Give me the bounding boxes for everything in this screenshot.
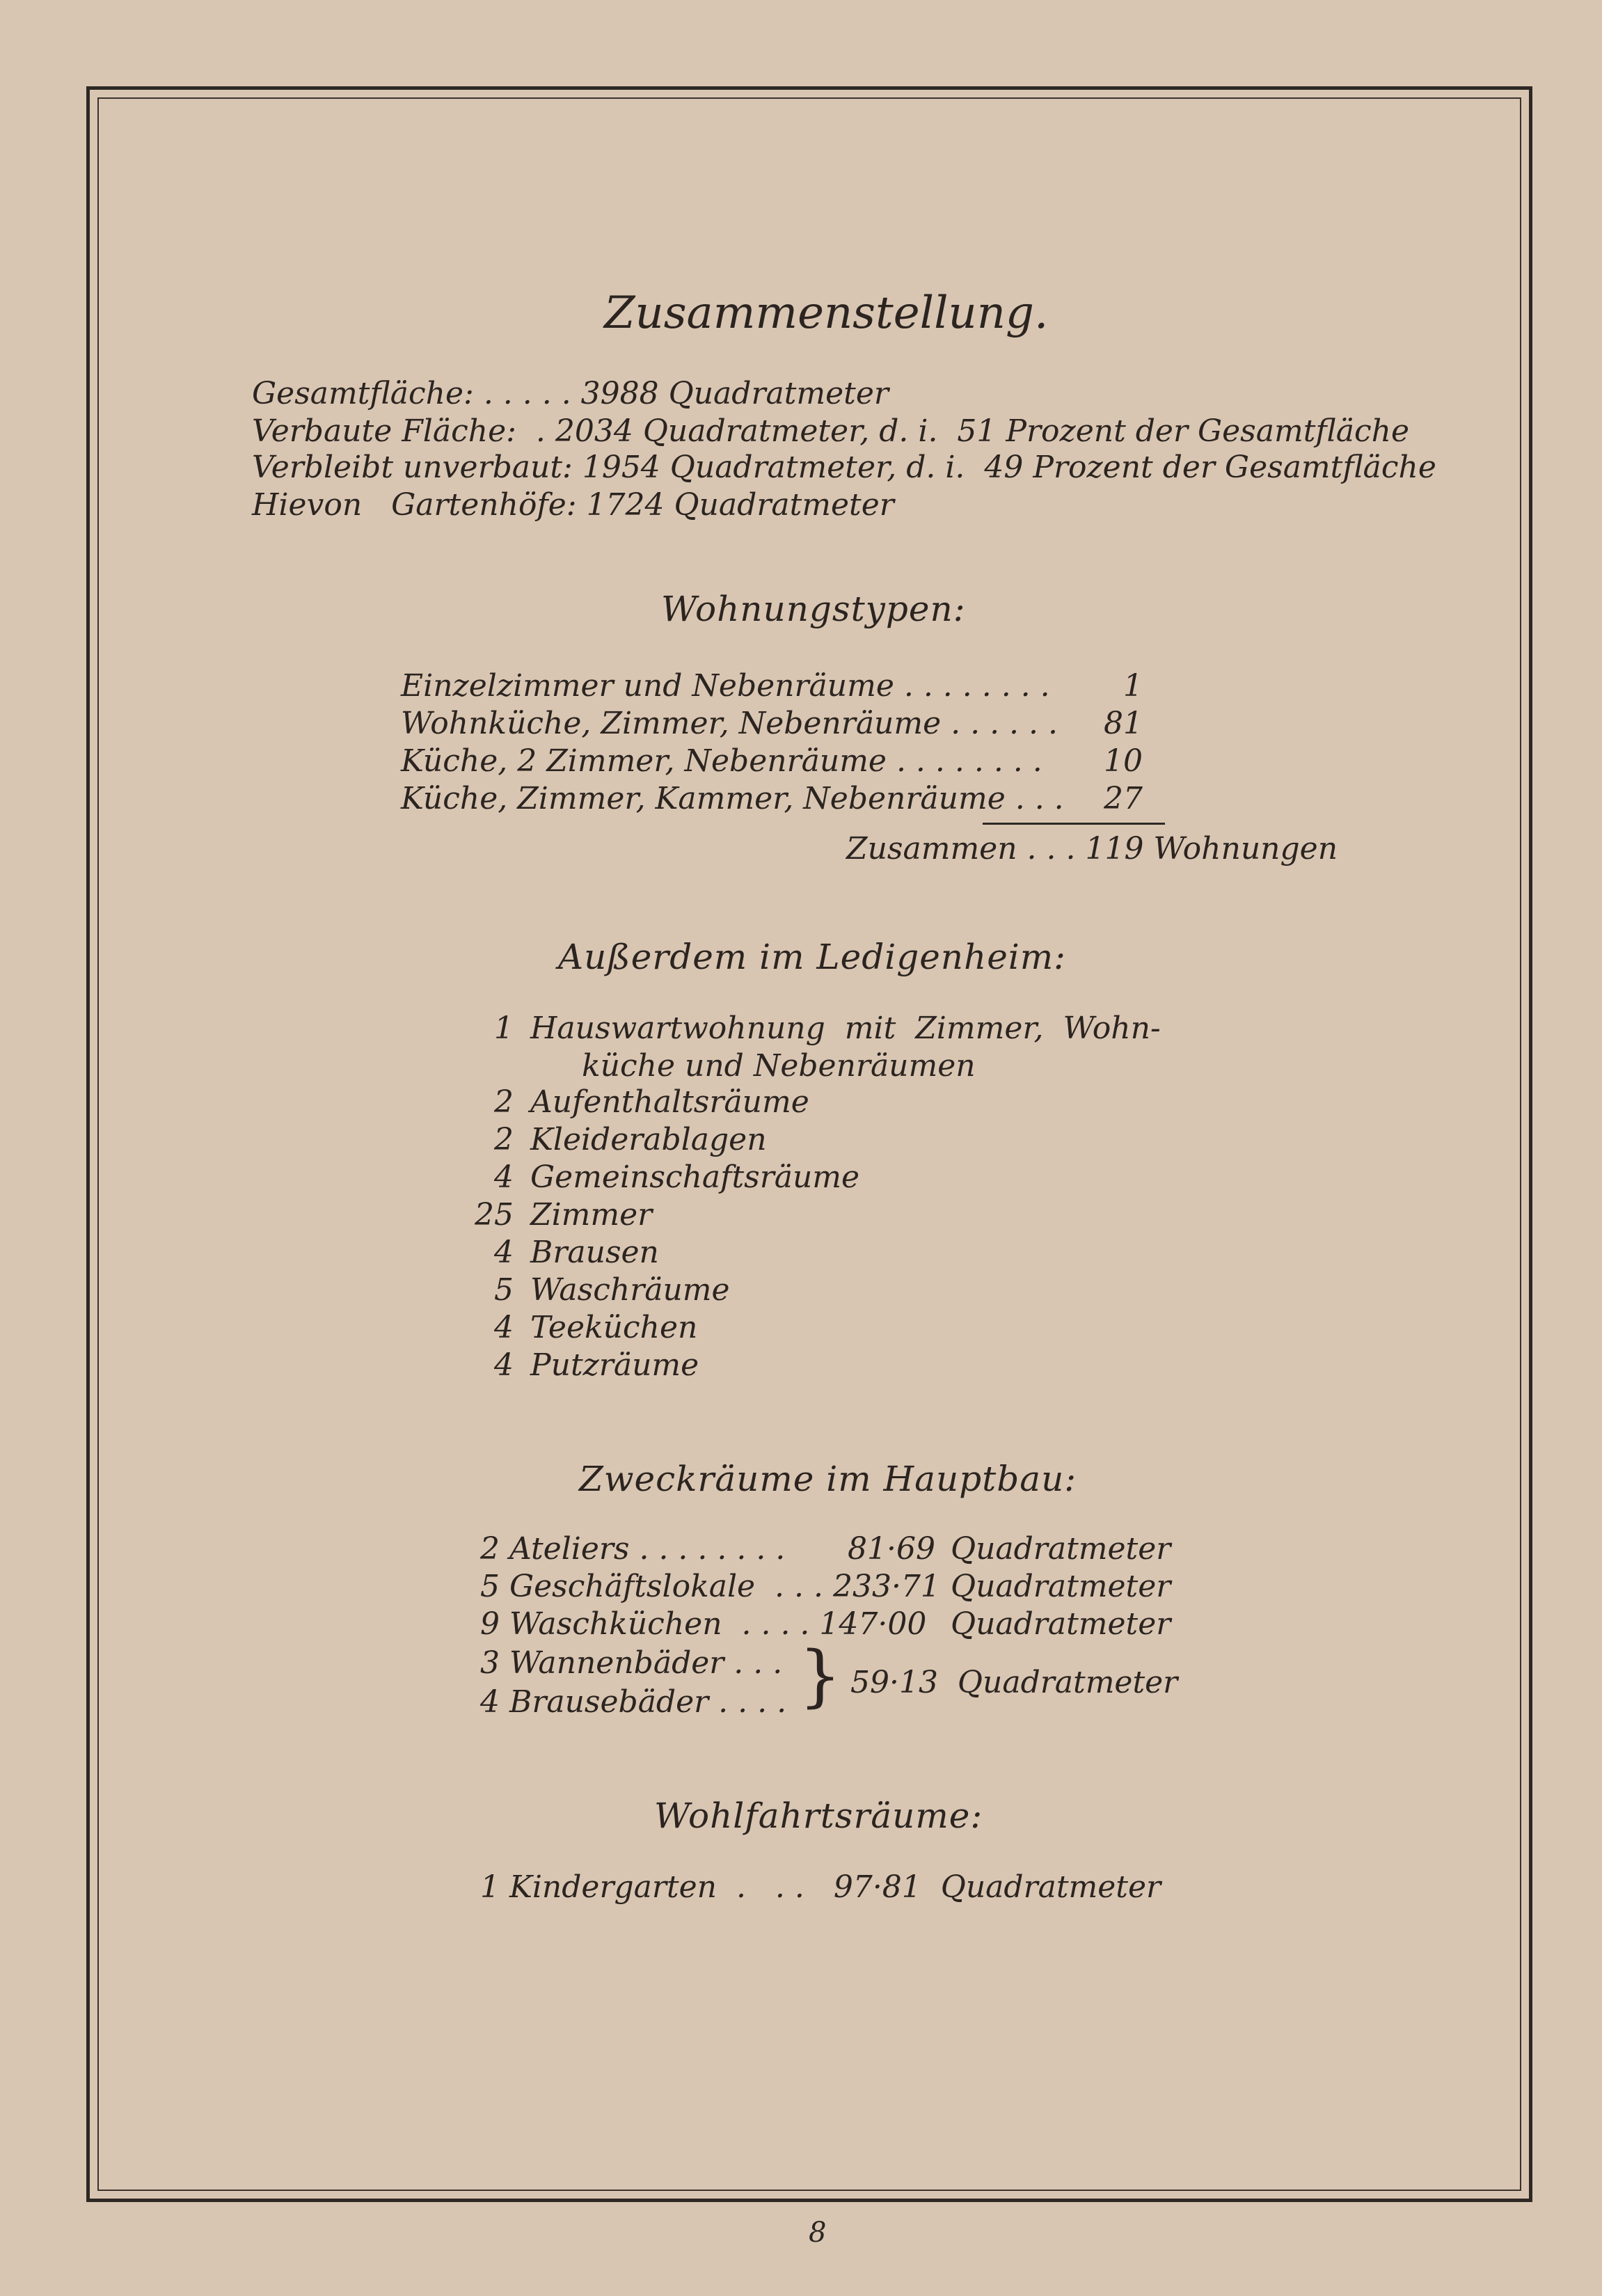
page-title: Zusammenstellung. [604, 287, 1049, 339]
ledigenheim-count: 4 [494, 1310, 514, 1345]
hauptbau-label: 9 Waschküchen . . . . 147·00 [480, 1606, 927, 1642]
ledigenheim-label: Aufenthaltsräume [530, 1084, 809, 1120]
ledigenheim-count: 1 [494, 1011, 514, 1046]
ledigenheim-label: Putzräume [530, 1347, 699, 1383]
ledigenheim-count: 2 [494, 1122, 514, 1157]
wohnungstyp-count: 81 [1104, 706, 1143, 741]
ledigenheim-count: 2 [494, 1084, 514, 1120]
ledigenheim-label: Brausen [530, 1235, 659, 1270]
wohnungstyp-count: 1 [1123, 668, 1143, 704]
wohnungstypen-total: Zusammen . . . 119 Wohnungen [846, 831, 1338, 866]
summary-line: Hievon Gartenhöfe: 1724 Quadratmeter [252, 487, 894, 523]
section-heading-wohnungstypen: Wohnungstypen: [661, 589, 966, 629]
brace: } [799, 1637, 842, 1715]
ledigenheim-label: küche und Nebenräumen [582, 1048, 976, 1084]
ledigenheim-label: Kleiderablagen [530, 1122, 767, 1157]
ledigenheim-count: 25 [475, 1197, 514, 1233]
hauptbau-area: 81·69 [848, 1531, 935, 1567]
hauptbau-label: 5 Geschäftslokale . . . 233·71 [480, 1569, 940, 1604]
summary-line: Gesamtfläche: . . . . . 3988 Quadratmeter [252, 376, 889, 411]
summary-line: Verbaute Fläche: . 2034 Quadratmeter, d. i. 51 Prozent der Gesamtfläche [252, 413, 1409, 449]
ledigenheim-count: 4 [494, 1159, 514, 1195]
wohnungstyp-label: Einzelzimmer und Nebenräume . . . . . . . . [401, 668, 1050, 704]
ledigenheim-label: Teeküchen [530, 1310, 698, 1345]
hauptbau-unit: Quadratmeter [951, 1569, 1171, 1604]
ledigenheim-label: Zimmer [530, 1197, 653, 1233]
wohnungstyp-count: 27 [1104, 781, 1143, 816]
wohnungstyp-label: Küche, Zimmer, Kammer, Nebenräume . . . [401, 781, 1064, 816]
hauptbau-label: 2 Ateliers . . . . . . . . [480, 1531, 786, 1567]
wohnungstyp-label: Küche, 2 Zimmer, Nebenräume . . . . . . . . [401, 743, 1042, 779]
section-heading-ledigenheim: Außerdem im Ledigenheim: [558, 937, 1067, 977]
page-number: 8 [809, 2217, 827, 2249]
ledigenheim-label: Waschräume [530, 1272, 730, 1308]
ledigenheim-count: 5 [494, 1272, 514, 1308]
wohnungstyp-count: 10 [1104, 743, 1143, 779]
bath-label: 4 Brausebäder . . . . [480, 1684, 787, 1720]
section-heading-hauptbau: Zweckräume im Hauptbau: [579, 1459, 1077, 1499]
ledigenheim-label: Hauswartwohnung mit Zimmer, Wohn- [530, 1011, 1161, 1046]
bath-area: 59·13 Quadratmeter [850, 1665, 1178, 1700]
hauptbau-unit: Quadratmeter [951, 1606, 1171, 1642]
sum-rule [983, 823, 1165, 825]
ledigenheim-label: Gemeinschaftsräume [530, 1159, 860, 1195]
summary-line: Verbleibt unverbaut: 1954 Quadratmeter, d. i. 49 Prozent der Gesamtfläche [252, 450, 1436, 485]
ledigenheim-count: 4 [494, 1235, 514, 1270]
wohlfahrt-row: 1 Kindergarten . . . 97·81 Quadratmeter [480, 1869, 1161, 1905]
bath-label: 3 Wannenbäder . . . [480, 1645, 783, 1681]
section-heading-wohlfahrt: Wohlfahrtsräume: [654, 1796, 983, 1836]
ledigenheim-count: 4 [494, 1347, 514, 1383]
wohnungstyp-label: Wohnküche, Zimmer, Nebenräume . . . . . . [401, 706, 1058, 741]
hauptbau-unit: Quadratmeter [951, 1531, 1171, 1567]
